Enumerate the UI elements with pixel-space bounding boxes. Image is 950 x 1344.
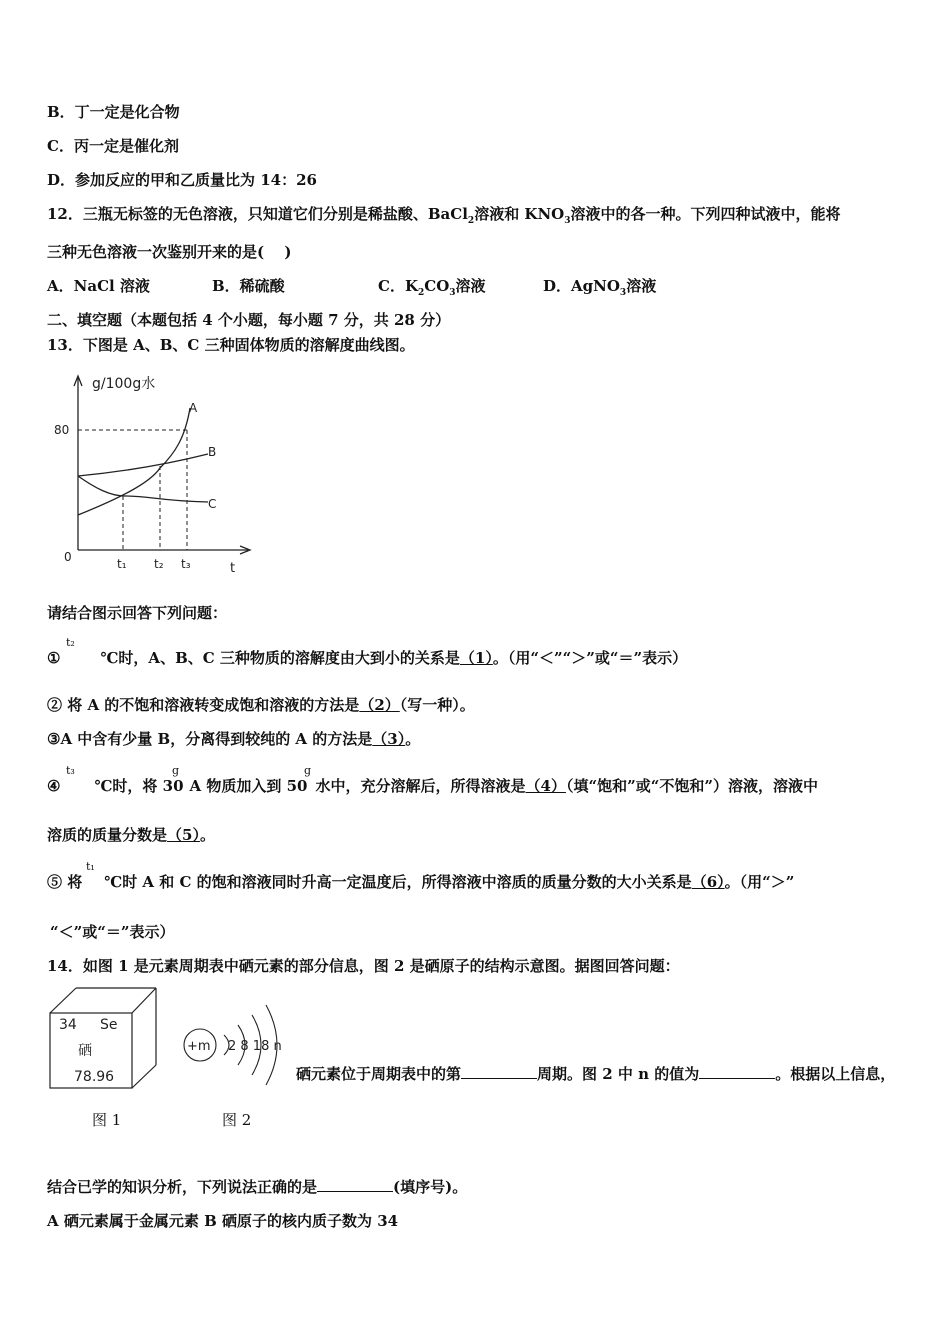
q13-sub2: ② 将 A 的不饱和溶液转变成饱和溶液的方法是（2）（写一种）。 — [47, 696, 475, 714]
q11-option-b: B．丁一定是化合物 — [47, 103, 180, 121]
q13-sub5-line2: “＜”或“＝”表示） — [50, 923, 175, 941]
x-tick-t1: t₁ — [117, 557, 127, 571]
q13-sub4-unit1: g — [172, 764, 180, 777]
q12-option-d: D．AgNO$_3$溶液 — [543, 277, 657, 298]
q13-prompt: 请结合图示回答下列问题： — [47, 604, 228, 622]
x-tick-t3: t₃ — [181, 557, 191, 571]
q12-stem-line2: 三种无色溶液一次鉴别开来的是( ) — [47, 243, 292, 261]
y-axis-label: g/100g水 — [92, 376, 156, 392]
q11-option-c: C．丙一定是催化剂 — [47, 137, 179, 155]
curve-b — [78, 454, 208, 476]
fig1-name: 硒 — [78, 1043, 92, 1059]
x-axis-label: t — [230, 561, 236, 576]
y-tick-80: 80 — [54, 423, 70, 437]
q14-stem: 14．如图 1 是元素周期表中硒元素的部分信息，图 2 是硒原子的结构示意图。据图回答问题： — [47, 957, 680, 975]
fig2-caption: 图 2 — [222, 1111, 252, 1129]
fig2-nucleus: +m — [187, 1039, 211, 1054]
curve-a-label: A — [189, 401, 198, 415]
fig1-symbol: Se — [100, 1017, 118, 1033]
fig1-caption: 图 1 — [92, 1111, 122, 1129]
q14-blank-answer[interactable] — [317, 1177, 393, 1192]
q14-blank-n[interactable] — [699, 1064, 775, 1079]
q14-text2: 结合已学的知识分析，下列说法正确的是 (填序号)。 — [47, 1178, 468, 1196]
q14-text1: 硒元素位于周期表中的第 周期。图 2 中 n 的值为 。根据以上信息， — [296, 1065, 896, 1083]
q12-option-a: A．NaCl 溶液 — [47, 277, 150, 295]
curve-b-label: B — [208, 445, 217, 459]
q13-stem: 13．下图是 A、B、C 三种固体物质的溶解度曲线图。 — [47, 336, 415, 354]
q11-option-d: D．参加反应的甲和乙质量比为 14：26 — [47, 171, 317, 189]
q13-sub1: ① ℃时，A、B、C 三种物质的溶解度由大到小的关系是（1）。（用“＜”“＞”或“＝”表示） — [47, 649, 688, 667]
solubility-chart — [50, 368, 270, 583]
q12-option-c: C．$K_2CO_3$溶液 — [378, 277, 486, 298]
fig1-mass: 78.96 — [74, 1069, 115, 1085]
q14-text3: A 硒元素属于金属元素 B 硒原子的核内质子数为 34 — [47, 1212, 399, 1230]
q13-sub4: ④ ℃时，将 30 A 物质加入到 50 水中，充分溶解后，所得溶液是（4）（填“饱和”或“不饱和”）溶液，溶液中 — [47, 777, 818, 795]
q13-sub4-line2: 溶质的质量分数是（5）。 — [47, 826, 215, 844]
curve-c — [78, 476, 208, 502]
fig2-shells: 2 8 18 n — [228, 1039, 282, 1054]
fig1-element-cell — [46, 985, 161, 1093]
section-heading: 二、填空题（本题包括 4 个小题，每小题 7 分，共 28 分） — [47, 311, 451, 329]
q13-sub1-temp: t₂ — [66, 636, 75, 649]
q12-option-b: B．稀硫酸 — [212, 277, 285, 295]
y-tick-0: 0 — [64, 550, 72, 564]
q13-sub4-temp: t₃ — [66, 764, 75, 777]
q14-blank-period[interactable] — [461, 1064, 537, 1079]
curve-c-label: C — [208, 497, 217, 511]
fig1-atomic-number: 34 — [59, 1017, 77, 1033]
q13-sub5: ⑤ 将 ℃时 A 和 C 的饱和溶液同时升高一定温度后，所得溶液中溶质的质量分数的大小关系是（6）。（用“＞” — [47, 873, 795, 891]
q13-sub5-temp: t₁ — [86, 860, 95, 873]
q13-sub4-unit2: g — [304, 764, 312, 777]
q13-sub3: ③A 中含有少量 B，分离得到较纯的 A 的方法是（3）。 — [47, 730, 421, 748]
fig2-atom-structure — [178, 1000, 298, 1092]
x-tick-t2: t₂ — [154, 557, 164, 571]
q12-stem-line1: 12．三瓶无标签的无色溶液，只知道它们分别是稀盐酸、BaCl$_2$溶液和 $KNO_3$溶液中的各一种。下列四种试液中，能将 — [47, 205, 841, 226]
